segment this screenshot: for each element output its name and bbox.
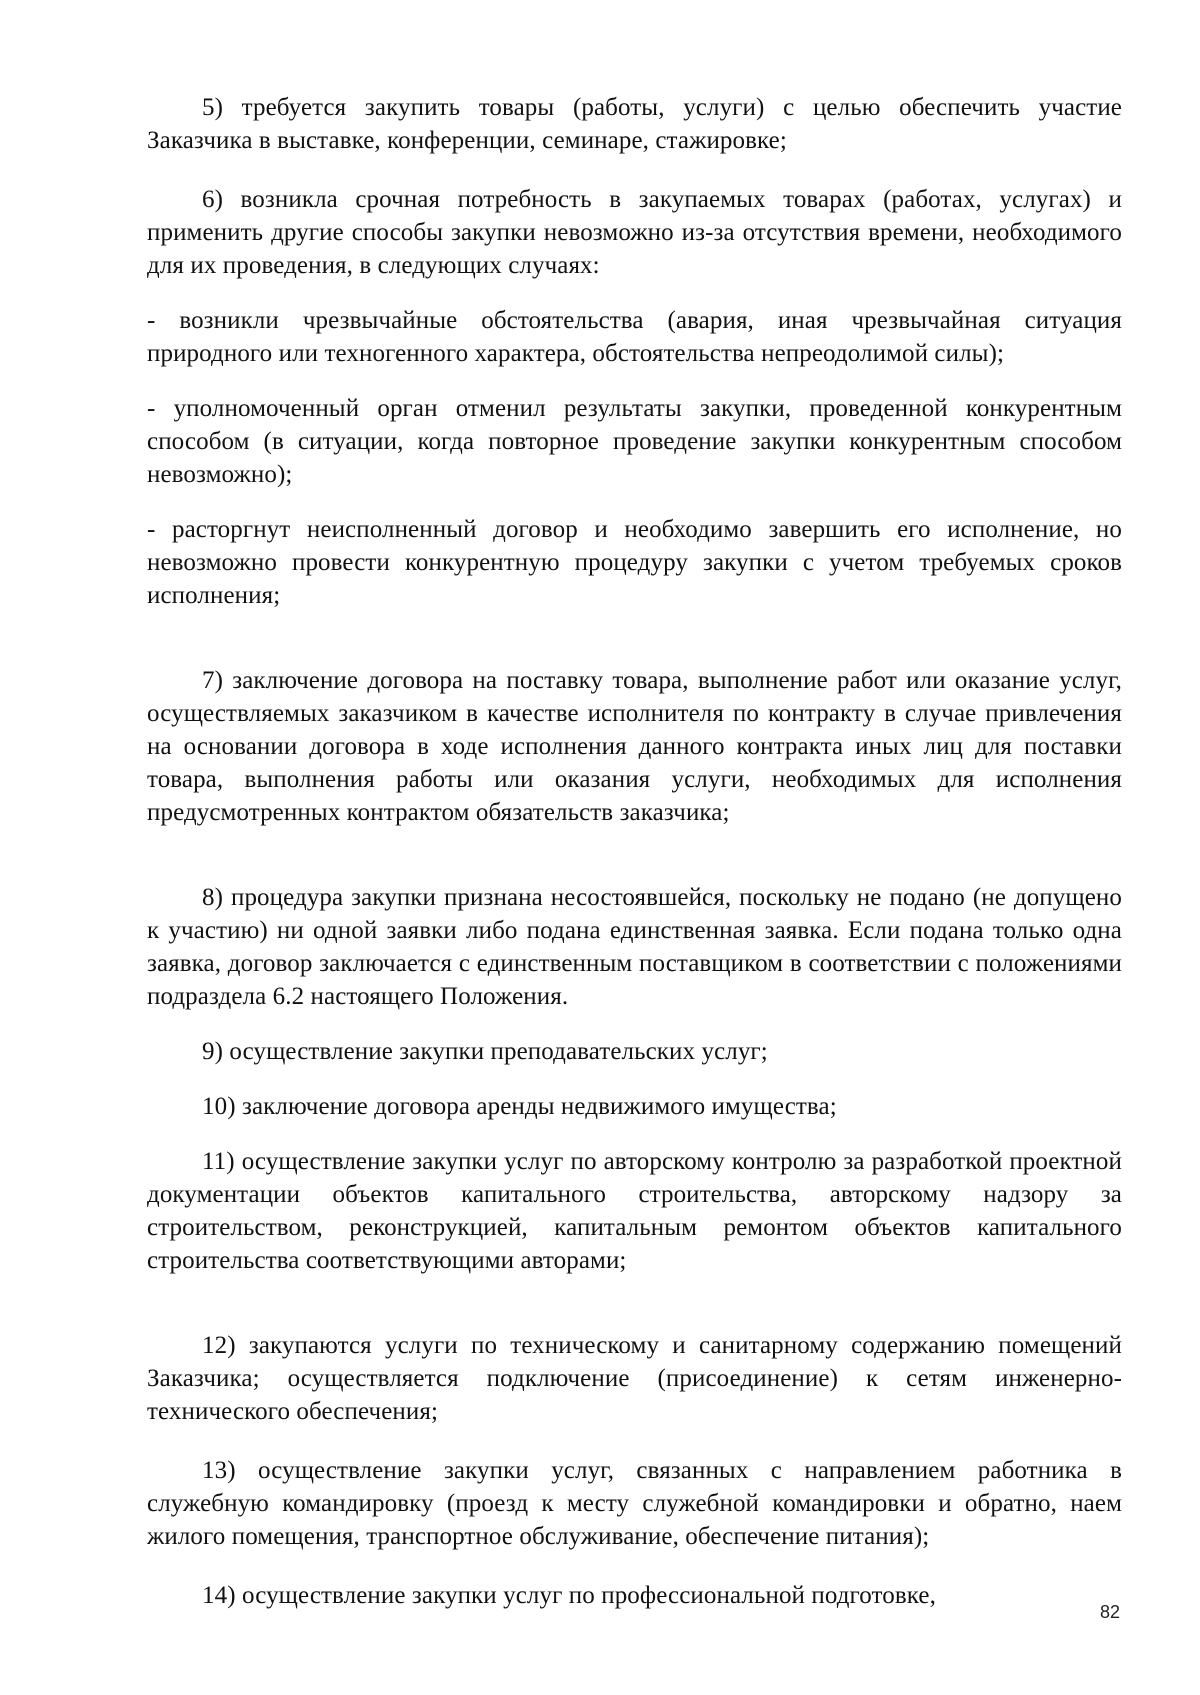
paragraph-item-10: 10) заключение договора аренды недвижимого имущества;	[202, 1093, 837, 1120]
paragraph-item-13: 13) осуществление закупки услуг, связанных с направлением работника в служебную командировку (проезд к месту служебной командировки и обратно, наем жилого помещения, транспортное обслуживание, обеспечение питания);	[147, 1457, 1122, 1550]
document-body	[147, 91, 1122, 1612]
bullet-item-emergency: - возникли чрезвычайные обстоятельства (авария, иная чрезвычайная ситуация природного или техногенного характера, обстоятельства непреодолимой силы);	[147, 307, 1122, 367]
paragraph-item-14: 14) осуществление закупки услуг по профессиональной подготовке,	[202, 1582, 936, 1609]
paragraph-item-6: 6) возникла срочная потребность в закупаемых товарах (работах, услугах) и применить другие способы закупки невозможно из-за отсутствия времени, необходимого для их проведения, в следующих случаях:	[147, 186, 1122, 279]
bullet-item-terminated-contract: - расторгнут неисполненный договор и необходимо завершить его исполнение, но невозможно провести конкурентную процедуру закупки с учетом требуемых сроков исполнения;	[147, 516, 1122, 609]
page-number: 82	[1099, 1602, 1120, 1622]
paragraph-item-8: 8) процедура закупки признана несостоявшейся, поскольку не подано (не допущено к участию) ни одной заявки либо подана единственная заявка. Если подана только одна заявка, договор заключается с единственным поставщиком в соответствии с положениями подраздела 6.2 настоящего Положения.	[147, 884, 1122, 1010]
paragraph-item-9: 9) осуществление закупки преподавательских услуг;	[202, 1038, 768, 1065]
paragraph-item-7: 7) заключение договора на поставку товара, выполнение работ или оказание услуг, осуществляемых заказчиком в качестве исполнителя по контракту в случае привлечения на основании договора в ходе исполнения данного контракта иных лиц для поставки товара, выполнения работы или оказания услуги, необходимых для исполнения предусмотренных контрактом обязательств заказчика;	[147, 667, 1122, 826]
paragraph-item-11: 11) осуществление закупки услуг по авторскому контролю за разработкой проектной документации объектов капитального строительства, авторскому надзору за строительством, реконструкцией, капитальным ремонтом объектов капитального строительства соответствующими авторами;	[147, 1148, 1122, 1274]
bullet-item-cancelled-results: - уполномоченный орган отменил результаты закупки, проведенной конкурентным способом (в ситуации, когда повторное проведение закупки конкурентным способом невозможно);	[147, 395, 1122, 488]
paragraph-item-12: 12) закупаются услуги по техническому и санитарному содержанию помещений Заказчика; осуществляется подключение (присоединение) к сетям инженерно-технического обеспечения;	[147, 1332, 1122, 1425]
paragraph-item-5: 5) требуется закупить товары (работы, услуги) с целью обеспечить участие Заказчика в выставке, конференции, семинаре, стажировке;	[147, 94, 1122, 154]
